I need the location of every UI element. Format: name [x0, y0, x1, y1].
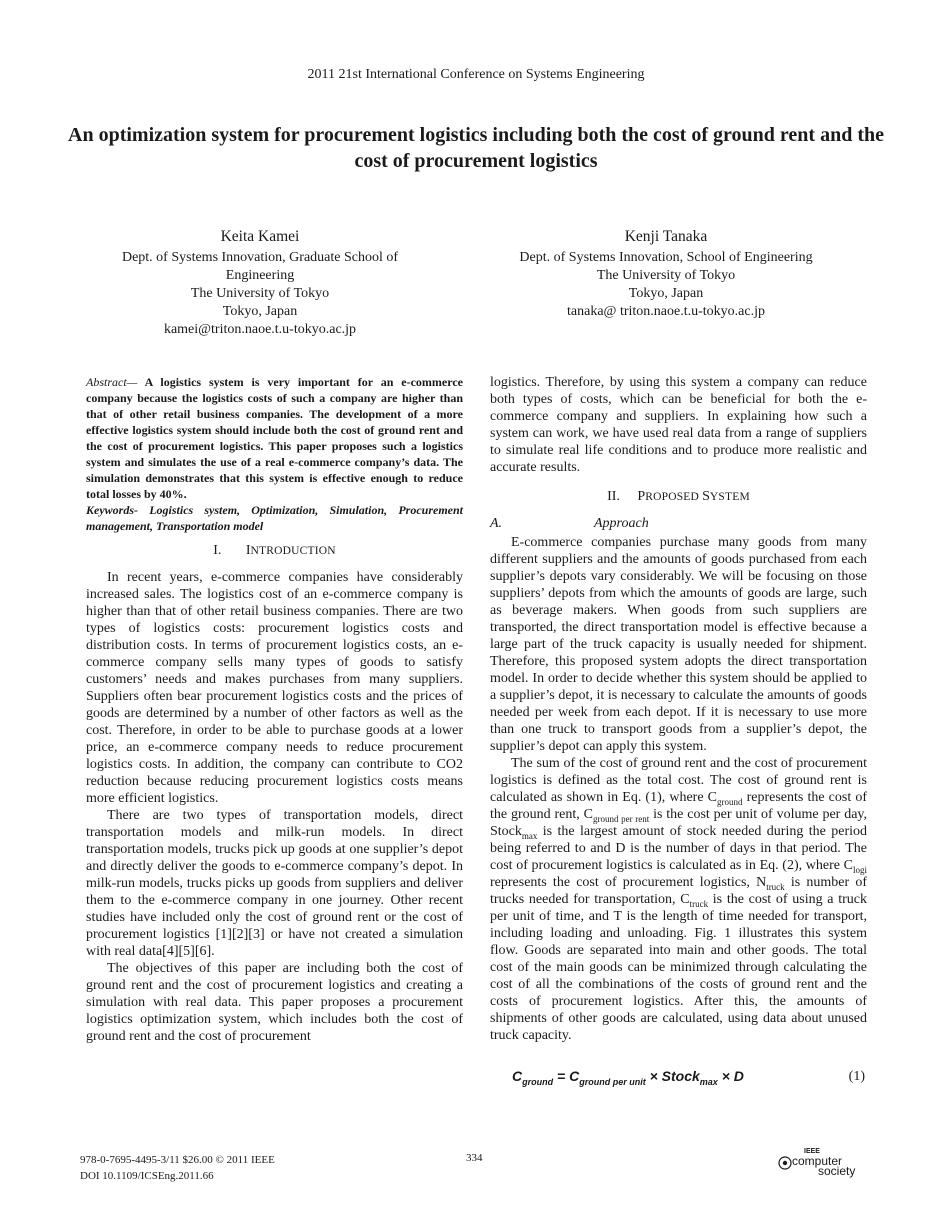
author-name: Keita Kamei — [220, 228, 300, 245]
footer-isbn: 978-0-7695-4495-3/11 $26.00 © 2011 IEEE — [80, 1154, 275, 1166]
author-dept: Dept. of Systems Innovation, Graduate School of — [121, 250, 399, 265]
subsection-heading-approach: A. Approach — [490, 516, 649, 531]
author-city: Tokyo, Japan — [222, 304, 298, 319]
author-dept: Dept. of Systems Innovation, School of Engineering — [519, 250, 813, 265]
left-column — [86, 374, 463, 1045]
paragraph: The objectives of this paper are including both the cost of ground rent and the cost of procurement logistics and creating a simulation with real data. This paper proposes a procurement logistics optimization system, which includes both the cost of ground rent and the cost of procurement — [86, 961, 463, 1044]
paper-title: An optimization system for procurement logistics including both the cost of ground rent and the cost of procurement logistics — [68, 124, 884, 172]
author-2 — [476, 226, 856, 321]
logo-mark-icon — [778, 1156, 792, 1170]
paragraph: E-commerce companies purchase many goods from many different suppliers and the amounts of goods purchased from each supplier’s depots vary considerably. We will be focusing on those suppliers’ depots from which the amounts of goods are large, such as beverage makers. When goods from such suppliers are transported, the direct transportation model is effective because a large part of the truck capacity is usually needed for shipment. Therefore, this proposed system adopts the direct transportation model. In order to decide whether this system should be applied to a supplier’s depot, it is necessary to calculate the amounts of goods needed per week from each depot. If it is necessary to use more than one truck to transport goods from a supplier’s depot, the supplier’s depot can apply this system. — [490, 535, 867, 754]
abstract-label: Abstract— — [86, 375, 138, 389]
equation-number: (1) — [848, 1069, 865, 1084]
section-heading-introduction: I. INTRODUCTION — [213, 543, 336, 558]
equation-1 — [490, 1068, 867, 1090]
paragraph: logistics. Therefore, by using this system a company can reduce both types of costs, which can be beneficial for both the e-commerce company and suppliers. In explaining how such a system can work, we have used real data from a range of suppliers to simulate real life conditions and to produce more realistic and accurate results. — [490, 375, 867, 475]
right-column — [490, 374, 867, 1090]
author-email: tanaka@ triton.naoe.t.u-tokyo.ac.jp — [567, 304, 765, 319]
paragraph: There are two types of transportation models, direct transportation models and milk-run models. In direct transportation models, trucks pick up goods at one supplier’s depot and directly deliver the goods to e-commerce company’s depot. In milk-run models, trucks picks up goods from suppliers and deliver them to the e-commerce company in one journey. Other recent studies have included only the cost of ground rent or the cost of procurement logistics [1][2][3] or have not created a simulation with real data[4][5][6]. — [86, 808, 463, 959]
author-dept: Engineering — [225, 268, 295, 283]
paragraph: In recent years, e-commerce companies have considerably increased sales. The logistics cost of an e-commerce company is higher than that of other retail business companies. There are two types of logistics costs: procurement logistics costs and distribution costs. In terms of procurement logistics costs, an e-commerce company sells many types of goods to satisfy customers’ needs and makes purchases from many suppliers. Suppliers often bear procurement logistics costs and the prices of goods are determined by a number of other factors as well as the cost. Therefore, in order to be able to purchase goods at a lower price, an e-commerce company needs to reduce procurement logistics costs. In addition, the company can contribute to CO2 reduction because reducing procurement logistics costs means more efficient logistics. — [86, 570, 463, 806]
conference-header: 2011 21st International Conference on Systems Engineering — [307, 67, 645, 82]
abstract-text: A logistics system is very important for an e-commerce company because the logistics costs of such a company are higher than that of other retail business companies. The development of a more effective logistics system should include both the cost of ground rent and the cost of procurement logistics. This paper proposes such a logistics system and simulates the use of a real e-commerce company’s data. The simulation demonstrates that this system is effective enough to reduce total losses by 40%. — [86, 375, 463, 501]
author-university: The University of Tokyo — [596, 268, 736, 283]
keywords: Keywords- Logistics system, Optimization, Simulation, Procurement management, Transportation model — [86, 503, 463, 533]
footer-copyright — [80, 1152, 275, 1184]
ieee-computer-society-logo: IEEE computer society — [778, 1148, 868, 1178]
footer-doi: DOI 10.1109/ICSEng.2011.66 — [80, 1170, 214, 1182]
equation-formula: $C_{ground} = C_{ground per unit}$ × Stock$_{max}$ × D — [512, 1068, 744, 1087]
author-email: kamei@triton.naoe.t.u-tokyo.ac.jp — [163, 322, 357, 337]
author-1 — [70, 226, 450, 339]
page-number: 334 — [466, 1152, 483, 1164]
author-university: The University of Tokyo — [190, 286, 330, 301]
abstract — [86, 374, 463, 502]
author-city: Tokyo, Japan — [628, 286, 704, 301]
paragraph: The sum of the cost of ground rent and the cost of procurement logistics is defined as the total cost. The cost of ground rent is calculated as shown in Eq. (1), where $C_{ground}$ represents the cost of the ground rent, $C_{ground per rent}$ is the cost per unit of volume per day, Stock$_{max}$ is the largest amount of stock needed during the period being referred to and D is the number of days in that period. The cost of procurement logistics is calculated as in Eq. (2), where $C_{logi}$ represents the cost of procurement logistics, $N_{truck}$ is number of trucks needed for transportation, $C_{truck}$ is the cost of using a truck per unit of time, and T is the length of time needed for transport, including loading and unloading. Fig. 1 illustrates this system flow. Goods are separated into main and other goods. The total cost of the main goods can be minimized through calculating the cost of all the combinations of the costs of ground rent and the costs of procurement logistics. After this, the amounts of shipments of other goods are calculated, using data about unused truck capacity. — [490, 756, 868, 1043]
section-heading-proposed-system: II. PROPOSED SYSTEM — [607, 489, 750, 504]
author-name: Kenji Tanaka — [624, 228, 708, 245]
